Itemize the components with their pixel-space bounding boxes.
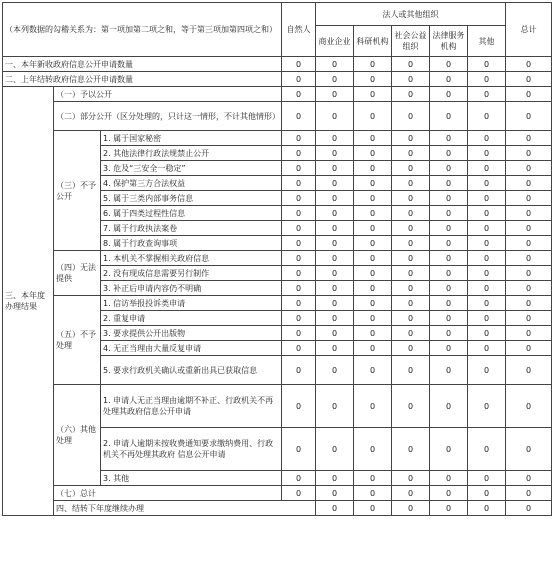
value-cell: 0 [430, 87, 468, 102]
value-cell: 0 [282, 176, 316, 191]
value-cell: 0 [316, 236, 354, 251]
group-label-deny: （三）不予公开 [54, 131, 101, 251]
value-cell: 0 [392, 191, 430, 206]
value-cell: 0 [354, 296, 392, 311]
value-cell: 0 [468, 176, 506, 191]
value-cell: 0 [354, 428, 392, 471]
value-cell: 0 [282, 341, 316, 356]
row-label-results: 三、本年度办理结果 [3, 87, 54, 516]
value-cell: 0 [316, 428, 354, 471]
value-cell: 0 [506, 57, 552, 72]
value-cell: 0 [430, 296, 468, 311]
value-cell: 0 [282, 57, 316, 72]
header-social: 社会公益组织 [392, 26, 430, 57]
value-cell: 0 [430, 131, 468, 146]
row-label-not-handled-item: 2. 重复申请 [101, 311, 282, 326]
value-cell: 0 [392, 87, 430, 102]
value-cell: 0 [506, 102, 552, 131]
value-cell: 0 [468, 296, 506, 311]
value-cell: 0 [506, 176, 552, 191]
value-cell: 0 [354, 191, 392, 206]
value-cell: 0 [392, 206, 430, 221]
value-cell: 0 [468, 281, 506, 296]
value-cell: 0 [468, 486, 506, 501]
row-label-deny-item: 7. 属于行政执法案卷 [101, 221, 282, 236]
value-cell: 0 [316, 72, 354, 87]
value-cell: 0 [282, 385, 316, 428]
row-label-partial: （二）部分公开（区分处理的，只计这一情形，不计其他情形） [54, 102, 282, 131]
value-cell: 0 [316, 296, 354, 311]
row-label-deny-item: 2. 其他法律行政法规禁止公开 [101, 146, 282, 161]
value-cell: 0 [354, 206, 392, 221]
value-cell: 0 [282, 281, 316, 296]
value-cell: 0 [468, 428, 506, 471]
value-cell: 0 [506, 131, 552, 146]
value-cell: 0 [392, 57, 430, 72]
header-natural-person: 自然人 [282, 3, 316, 57]
value-cell: 0 [282, 102, 316, 131]
value-cell: 0 [316, 486, 354, 501]
value-cell: 0 [506, 266, 552, 281]
row-label-other-item: 3. 其他 [101, 471, 282, 486]
value-cell: 0 [282, 146, 316, 161]
value-cell: 0 [316, 57, 354, 72]
value-cell: 0 [468, 356, 506, 385]
value-cell: 0 [468, 471, 506, 486]
group-label-unable: （四）无法提供 [54, 251, 101, 296]
header-research: 科研机构 [354, 26, 392, 57]
value-cell: 0 [468, 206, 506, 221]
value-cell: 0 [430, 206, 468, 221]
value-cell: 0 [468, 501, 506, 516]
value-cell: 0 [316, 102, 354, 131]
header-total: 总计 [506, 3, 552, 57]
value-cell: 0 [282, 311, 316, 326]
value-cell: 0 [282, 72, 316, 87]
row-label-unable-item: 2. 没有现成信息需要另行制作 [101, 266, 282, 281]
value-cell: 0 [468, 311, 506, 326]
value-cell: 0 [354, 146, 392, 161]
value-cell: 0 [392, 221, 430, 236]
value-cell: 0 [392, 385, 430, 428]
row-label-deny-item: 6. 属于四类过程性信息 [101, 206, 282, 221]
header-other: 其他 [468, 26, 506, 57]
value-cell: 0 [282, 206, 316, 221]
value-cell: 0 [354, 501, 392, 516]
value-cell: 0 [354, 385, 392, 428]
value-cell: 0 [392, 356, 430, 385]
value-cell: 0 [430, 57, 468, 72]
value-cell: 0 [282, 326, 316, 341]
row-label-unable-item: 1. 本机关不掌握相关政府信息 [101, 251, 282, 266]
value-cell: 0 [506, 326, 552, 341]
value-cell: 0 [282, 191, 316, 206]
value-cell: 0 [354, 72, 392, 87]
value-cell: 0 [506, 161, 552, 176]
value-cell: 0 [354, 281, 392, 296]
row-label-not-handled-item: 3. 要求提供公开出版物 [101, 326, 282, 341]
value-cell: 0 [506, 251, 552, 266]
value-cell: 0 [392, 501, 430, 516]
value-cell: 0 [316, 221, 354, 236]
value-cell: 0 [316, 356, 354, 385]
value-cell: 0 [468, 161, 506, 176]
value-cell: 0 [316, 161, 354, 176]
value-cell: 0 [354, 486, 392, 501]
value-cell: 0 [468, 251, 506, 266]
value-cell: 0 [354, 356, 392, 385]
value-cell: 0 [282, 486, 316, 501]
value-cell: 0 [430, 176, 468, 191]
value-cell: 0 [430, 326, 468, 341]
row-label-deny-item: 3. 危及“三安全一稳定” [101, 161, 282, 176]
value-cell: 0 [282, 251, 316, 266]
value-cell: 0 [316, 176, 354, 191]
value-cell: 0 [468, 87, 506, 102]
value-cell: 0 [392, 296, 430, 311]
row-label-grant: （一）予以公开 [54, 87, 282, 102]
value-cell: 0 [392, 428, 430, 471]
value-cell: 0 [506, 221, 552, 236]
value-cell: 0 [354, 221, 392, 236]
value-cell: 0 [468, 341, 506, 356]
row-label-carryover: 二、上年结转政府信息公开申请数量 [3, 72, 282, 87]
value-cell: 0 [468, 266, 506, 281]
row-label-other-item: 2. 申请人逾期未按收费通知要求缴纳费用、行政机关不再处理其政府 信息公开申请 [101, 428, 282, 471]
value-cell: 0 [430, 501, 468, 516]
value-cell: 0 [316, 501, 354, 516]
value-cell: 0 [430, 72, 468, 87]
value-cell: 0 [354, 326, 392, 341]
value-cell: 0 [468, 131, 506, 146]
value-cell: 0 [506, 501, 552, 516]
value-cell: 0 [506, 296, 552, 311]
value-cell: 0 [468, 236, 506, 251]
value-cell: 0 [468, 191, 506, 206]
value-cell: 0 [316, 146, 354, 161]
value-cell: 0 [392, 146, 430, 161]
value-cell: 0 [392, 471, 430, 486]
value-cell: 0 [468, 57, 506, 72]
row-label-other-item: 1. 申请人无正当理由逾期不补正、行政机关不再处理其政府信息公开申请 [101, 385, 282, 428]
row-label-not-handled-item: 5. 要求行政机关确认或重新出具已获取信息 [101, 356, 282, 385]
value-cell: 0 [354, 471, 392, 486]
row-label-deny-item: 8. 属于行政查询事项 [101, 236, 282, 251]
value-cell: 0 [316, 326, 354, 341]
value-cell: 0 [430, 281, 468, 296]
row-label-new-apps: 一、本年新收政府信息公开申请数量 [3, 57, 282, 72]
value-cell: 0 [282, 87, 316, 102]
value-cell: 0 [468, 146, 506, 161]
value-cell: 0 [282, 471, 316, 486]
row-label-not-handled-item: 4. 无正当理由大量反复申请 [101, 341, 282, 356]
value-cell: 0 [392, 311, 430, 326]
value-cell: 0 [282, 356, 316, 385]
value-cell: 0 [430, 266, 468, 281]
value-cell: 0 [506, 486, 552, 501]
value-cell: 0 [506, 146, 552, 161]
value-cell: 0 [354, 341, 392, 356]
value-cell: 0 [468, 102, 506, 131]
value-cell: 0 [430, 236, 468, 251]
value-cell: 0 [430, 191, 468, 206]
value-cell: 0 [354, 131, 392, 146]
value-cell: 0 [392, 341, 430, 356]
value-cell: 0 [282, 266, 316, 281]
row-label-deny-item: 1. 属于国家秘密 [101, 131, 282, 146]
value-cell: 0 [468, 72, 506, 87]
header-legal-service: 法律服务机构 [430, 26, 468, 57]
value-cell: 0 [316, 131, 354, 146]
row-label-unable-item: 3. 补正后申请内容仍不明确 [101, 281, 282, 296]
row-label-not-handled-item: 1. 信访举报投诉类申请 [101, 296, 282, 311]
value-cell: 0 [506, 281, 552, 296]
value-cell: 0 [354, 57, 392, 72]
value-cell: 0 [316, 87, 354, 102]
value-cell: 0 [506, 428, 552, 471]
value-cell: 0 [506, 356, 552, 385]
row-label-deny-item: 5. 属于三类内部事务信息 [101, 191, 282, 206]
value-cell: 0 [430, 146, 468, 161]
value-cell: 0 [506, 206, 552, 221]
value-cell: 0 [354, 266, 392, 281]
value-cell: 0 [354, 102, 392, 131]
value-cell: 0 [392, 161, 430, 176]
value-cell: 0 [392, 281, 430, 296]
row-label-total7: （七）总计 [54, 486, 282, 501]
value-cell: 0 [506, 385, 552, 428]
value-cell: 0 [392, 486, 430, 501]
value-cell: 0 [316, 251, 354, 266]
value-cell: 0 [506, 72, 552, 87]
value-cell: 0 [430, 341, 468, 356]
value-cell: 0 [316, 266, 354, 281]
value-cell: 0 [316, 191, 354, 206]
value-cell: 0 [430, 428, 468, 471]
value-cell: 0 [392, 102, 430, 131]
value-cell: 0 [392, 236, 430, 251]
value-cell: 0 [468, 221, 506, 236]
value-cell: 0 [430, 486, 468, 501]
header-legal-group: 法人或其他组织 [316, 3, 506, 26]
value-cell: 0 [282, 221, 316, 236]
header-business: 商业企业 [316, 26, 354, 57]
value-cell: 0 [430, 221, 468, 236]
statistics-table [2, 2, 552, 516]
value-cell: 0 [354, 87, 392, 102]
value-cell: 0 [316, 385, 354, 428]
value-cell: 0 [506, 341, 552, 356]
value-cell: 0 [354, 161, 392, 176]
group-label-other-handling: （六）其他处理 [54, 385, 101, 486]
value-cell: 0 [392, 251, 430, 266]
group-label-not-handled: （五）不予处理 [54, 296, 101, 385]
value-cell: 0 [430, 251, 468, 266]
value-cell: 0 [282, 296, 316, 311]
value-cell: 0 [430, 385, 468, 428]
value-cell: 0 [392, 176, 430, 191]
value-cell: 0 [392, 326, 430, 341]
value-cell: 0 [282, 236, 316, 251]
value-cell: 0 [430, 311, 468, 326]
row-label-next-year: 四、结转下年度继续办理 [54, 501, 316, 516]
value-cell: 0 [506, 471, 552, 486]
row-label-deny-item: 4. 保护第三方合法权益 [101, 176, 282, 191]
value-cell: 0 [354, 251, 392, 266]
value-cell: 0 [282, 428, 316, 471]
value-cell: 0 [316, 206, 354, 221]
value-cell: 0 [506, 236, 552, 251]
value-cell: 0 [506, 311, 552, 326]
value-cell: 0 [430, 356, 468, 385]
value-cell: 0 [430, 161, 468, 176]
value-cell: 0 [430, 471, 468, 486]
value-cell: 0 [468, 385, 506, 428]
value-cell: 0 [282, 131, 316, 146]
value-cell: 0 [316, 281, 354, 296]
value-cell: 0 [392, 266, 430, 281]
value-cell: 0 [392, 131, 430, 146]
value-cell: 0 [316, 471, 354, 486]
value-cell: 0 [316, 341, 354, 356]
value-cell: 0 [354, 236, 392, 251]
table-note: （本列数据的勾稽关系为：第一项加第二项之和，等于第三项加第四项之和） [3, 3, 282, 57]
value-cell: 0 [392, 72, 430, 87]
value-cell: 0 [316, 311, 354, 326]
value-cell: 0 [354, 311, 392, 326]
value-cell: 0 [430, 102, 468, 131]
value-cell: 0 [354, 176, 392, 191]
value-cell: 0 [506, 191, 552, 206]
value-cell: 0 [282, 161, 316, 176]
value-cell: 0 [506, 87, 552, 102]
value-cell: 0 [468, 326, 506, 341]
